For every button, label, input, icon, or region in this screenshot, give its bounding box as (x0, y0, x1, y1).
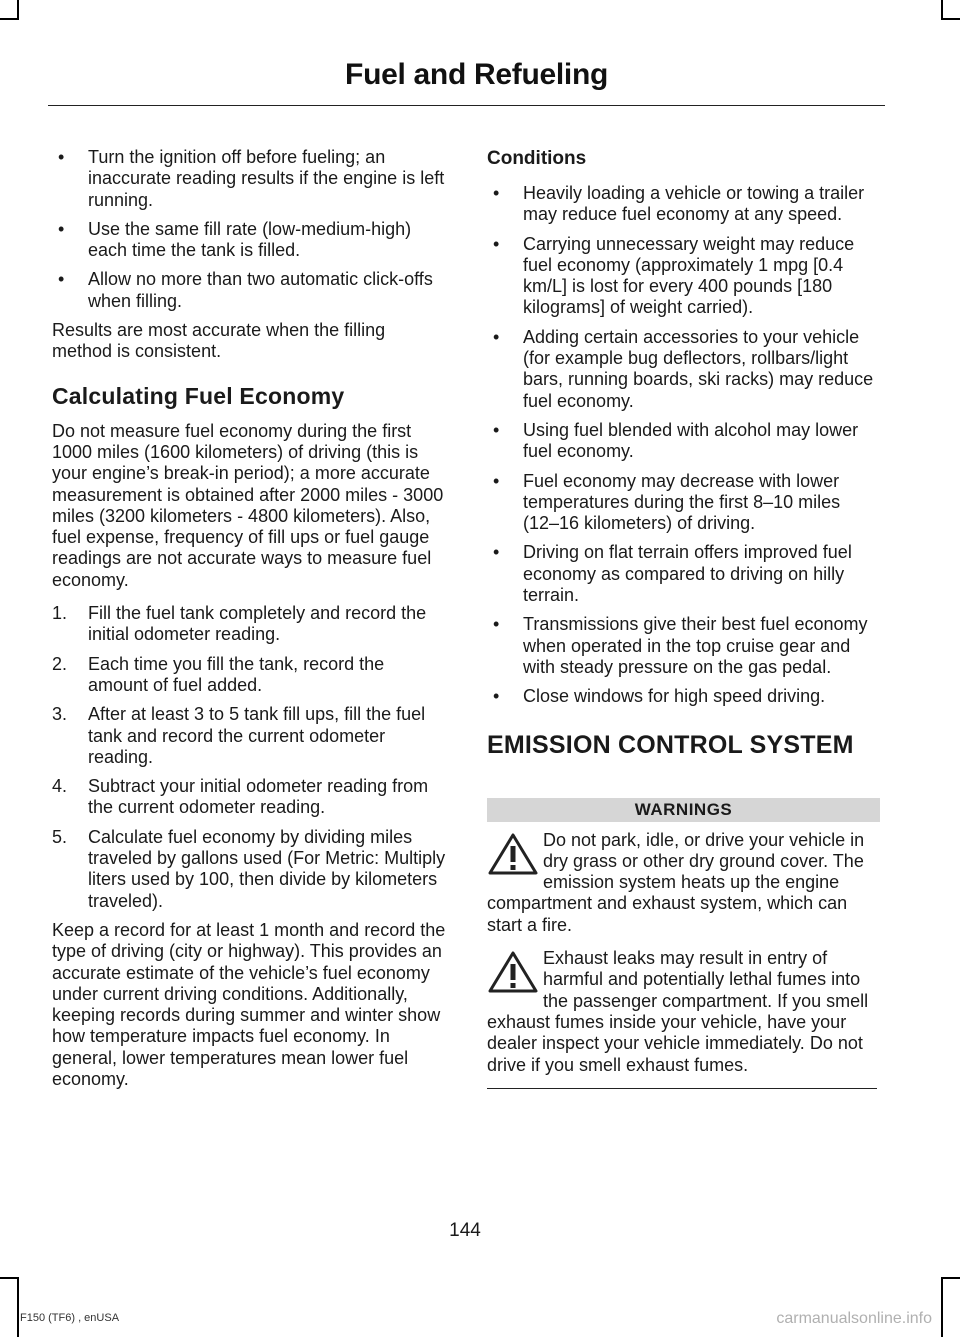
step-text: Calculate fuel economy by dividing miles traveled by gallons used (For Metric: Multiply liters used by 100, then divide by kilometers traveled). (88, 826, 446, 911)
list-item (487, 420, 880, 463)
warning-triangle-icon (487, 832, 539, 876)
page-header-title: Fuel and Refueling (345, 58, 608, 91)
step-number: 3. (52, 704, 68, 725)
bullet-marker: • (493, 419, 500, 440)
step-number: 2. (52, 653, 68, 674)
right-column (487, 147, 880, 1089)
step-number: 5. (52, 826, 68, 847)
step-text: Subtract your initial odometer reading from the current odometer reading. (88, 776, 429, 818)
watermark: carmanualsonline.info (776, 1310, 932, 1327)
list-item-text: Close windows for high speed driving. (523, 686, 826, 707)
page-number: 144 (449, 1220, 481, 1241)
bullet-marker: • (493, 233, 500, 254)
step-text: Fill the fuel tank completely and record the initial odometer reading. (88, 603, 427, 645)
conditions-heading: Conditions (487, 148, 587, 169)
crop-mark (17, 0, 19, 20)
step-text: Each time you fill the tank, record the amount of fuel added. (88, 653, 385, 695)
list-item (487, 234, 880, 319)
crop-mark (942, 18, 960, 20)
list-item-text: Allow no more than two automatic click-offs when filling. (88, 269, 433, 311)
warning-text: Do not park, idle, or drive your vehicle in dry grass or other dry ground cover. The emission system heats up the engine compartment and exhaust system, which can start a fire. (487, 829, 865, 935)
bullet-marker: • (493, 686, 500, 707)
crop-mark (942, 1277, 960, 1279)
calc-intro-paragraph: Do not measure fuel economy during the first 1000 miles (1600 kilometers) of driving (this is your engine’s break-in period); a more accurate measurement is obtained after 2000 miles - 3000 miles (3200 kilometers - 4800 kilometers). Also, fuel expense, frequency of fill ups or fuel gauge readings are not accurate ways to measure fuel economy. (52, 420, 444, 590)
list-item-text: Carrying unnecessary weight may reduce fuel economy (approximately 1 mpg [0.4 km/L] is lost for every 400 pounds [180 kilograms] of weight carried). (523, 233, 855, 318)
list-item (487, 614, 880, 678)
warnings-header: WARNINGS (487, 798, 880, 822)
bullet-marker: • (493, 470, 500, 491)
list-item-text: Transmissions give their best fuel economy when operated in the top cruise gear and with steady pressure on the gas pedal. (523, 614, 868, 677)
list-item (52, 269, 446, 312)
bullet-marker: • (58, 269, 65, 290)
step-item (52, 704, 446, 768)
warnings-end-rule (487, 1088, 877, 1089)
bullet-marker: • (58, 218, 65, 239)
record-paragraph: Keep a record for at least 1 month and record the type of driving (city or highway). This provides an accurate estimate of the vehicle’s fuel economy under current driving conditions. Additionally, keeping records during summer and winter show how temperature impacts fuel economy. In general, lower temperatures mean lower fuel economy. (52, 919, 446, 1089)
bullet-marker: • (493, 614, 500, 635)
footer-model: F150 (TF6) , enUSA (20, 1312, 120, 1324)
bullet-marker: • (493, 542, 500, 563)
crop-mark (941, 0, 943, 20)
step-item (52, 827, 446, 912)
step-number: 4. (52, 776, 68, 797)
list-item-text: Turn the ignition off before fueling; an inaccurate reading results if the engine is left running. (88, 147, 445, 210)
bullet-marker: • (493, 326, 500, 347)
left-column (52, 147, 446, 1102)
step-text: After at least 3 to 5 tank fill ups, fill the fuel tank and record the current odometer reading. (88, 704, 426, 767)
list-item (487, 686, 880, 707)
emission-heading: EMISSION CONTROL SYSTEM (487, 730, 854, 759)
consistency-paragraph: Results are most accurate when the filling method is consistent. (52, 320, 386, 362)
list-item-text: Fuel economy may decrease with lower temperatures during the first 8–10 miles (12–16 kilometers) of driving. (523, 470, 841, 534)
warning-text: Exhaust leaks may result in entry of harmful and potentially lethal fumes into the passenger compartment. If you smell exhaust fumes inside your vehicle, have your dealer inspect your vehicle immediately. Do not drive if you smell exhaust fumes. (487, 948, 869, 1075)
header-rule (48, 105, 885, 106)
list-item (487, 542, 880, 606)
bullet-marker: • (493, 183, 500, 203)
list-item (52, 219, 446, 262)
step-item (52, 776, 446, 819)
list-item-text: Driving on flat terrain offers improved fuel economy as compared to driving on hilly terrain. (523, 542, 852, 606)
step-number: 1. (52, 603, 68, 624)
step-item (52, 654, 446, 697)
list-item-text: Heavily loading a vehicle or towing a trailer may reduce fuel economy at any speed. (523, 183, 865, 225)
list-item (487, 471, 880, 535)
list-item (52, 147, 446, 211)
bullet-marker: • (58, 147, 65, 167)
step-item (52, 603, 446, 646)
crop-mark (0, 18, 18, 20)
calc-heading: Calculating Fuel Economy (52, 382, 345, 409)
warning-item (487, 948, 880, 1076)
crop-mark (941, 1277, 943, 1337)
crop-mark (0, 1277, 18, 1279)
warning-item (487, 830, 880, 936)
list-item (487, 183, 880, 226)
list-item-text: Adding certain accessories to your vehicle (for example bug deflectors, rollbars/light bars, running boards, ski racks) may reduce fuel economy. (523, 326, 874, 411)
crop-mark (17, 1277, 19, 1337)
warning-triangle-icon (487, 950, 539, 994)
list-item (487, 327, 880, 412)
list-item-text: Using fuel blended with alcohol may lower fuel economy. (523, 419, 859, 462)
list-item-text: Use the same fill rate (low-medium-high) each time the tank is filled. (88, 218, 412, 261)
